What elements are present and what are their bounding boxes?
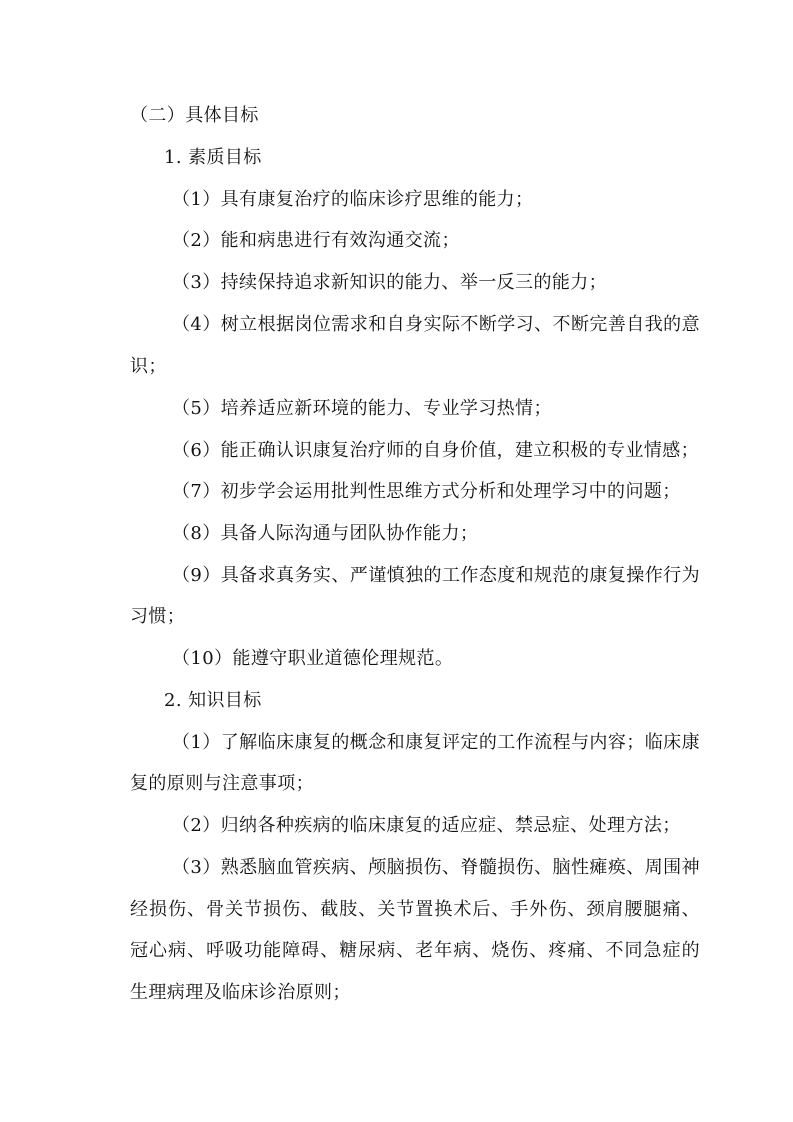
quality-item: （10）能遵守职业道德伦理规范。 — [172, 648, 454, 669]
quality-item: （7）初步学会运用批判性思维方式分析和处理学习中的问题； — [172, 481, 681, 502]
knowledge-item-continuation: 复的原则与注意事项； — [130, 773, 314, 794]
knowledge-heading: 2. 知识目标 — [164, 690, 262, 711]
quality-item: （6）能正确认识康复治疗师的自身价值，建立积极的专业情感； — [172, 440, 700, 461]
quality-item: （2）能和病患进行有效沟通交流； — [172, 230, 460, 251]
knowledge-item-continuation: 冠心病、呼吸功能障碍、糖尿病、老年病、烧伤、疼痛、不同急症的 — [130, 940, 700, 961]
section-title: （二）具体目标 — [130, 105, 259, 126]
quality-item-continuation: 习惯； — [130, 606, 186, 627]
quality-item: （1）具有康复治疗的临床诊疗思维的能力； — [172, 189, 534, 210]
knowledge-item: （2）归纳各种疾病的临床康复的适应症、禁忌症、处理方法； — [172, 815, 681, 836]
quality-item: （4）树立根据岗位需求和自身实际不断学习、不断完善自我的意 — [172, 314, 700, 335]
quality-item: （3）持续保持追求新知识的能力、举一反三的能力； — [172, 272, 608, 293]
quality-item-continuation: 识； — [130, 356, 167, 377]
knowledge-item-continuation: 经损伤、骨关节损伤、截肢、关节置换术后、手外伤、颈肩腰腿痛、 — [130, 899, 700, 920]
quality-item: （5）培养适应新环境的能力、专业学习热情； — [172, 398, 552, 419]
knowledge-item-continuation: 生理病理及临床诊治原则； — [130, 982, 351, 1003]
knowledge-item: （3）熟悉脑血管疾病、颅脑损伤、脊髓损伤、脑性瘫痪、周围神 — [172, 857, 700, 878]
quality-item: （8）具备人际沟通与团队协作能力； — [172, 523, 479, 544]
quality-item: （9）具备求真务实、严谨慎独的工作态度和规范的康复操作行为 — [172, 565, 700, 586]
knowledge-item: （1）了解临床康复的概念和康复评定的工作流程与内容；临床康 — [172, 732, 700, 753]
quality-heading: 1. 素质目标 — [164, 147, 262, 168]
